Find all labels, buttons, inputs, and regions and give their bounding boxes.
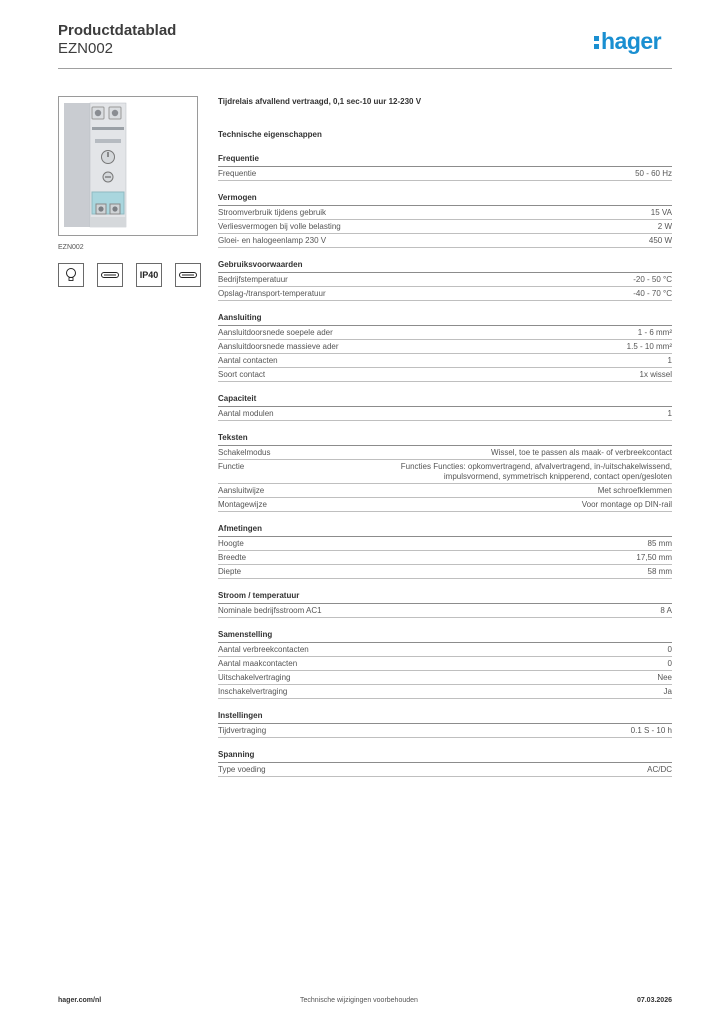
spec-sections xyxy=(218,153,672,777)
spec-value: Nee xyxy=(657,673,672,682)
spec-row xyxy=(218,326,672,340)
section-title: Aansluiting xyxy=(218,312,672,326)
spec-row xyxy=(218,604,672,618)
spec-row xyxy=(218,685,672,699)
spec-row xyxy=(218,368,672,382)
spec-value: 58 mm xyxy=(647,567,672,576)
spec-value: 0.1 S - 10 h xyxy=(630,726,672,735)
section-title: Spanning xyxy=(218,749,672,763)
spec-label: Aantal maakcontacten xyxy=(218,659,298,668)
product-photo-icon xyxy=(59,97,197,235)
spec-row xyxy=(218,206,672,220)
spec-value: 450 W xyxy=(648,236,672,245)
spec-value: 0 xyxy=(667,659,672,668)
spec-label: Tijdvertraging xyxy=(218,726,267,735)
logo-text: hager xyxy=(601,28,662,54)
spec-value: 1 xyxy=(667,409,672,418)
spec-value: AC/DC xyxy=(647,765,672,774)
spec-label: Aansluitdoorsnede soepele ader xyxy=(218,328,333,337)
spec-label: Inschakelvertraging xyxy=(218,687,288,696)
ip-rating-icon xyxy=(136,263,162,287)
spec-row xyxy=(218,484,672,498)
spec-value: Voor montage op DIN-rail xyxy=(581,500,672,509)
spec-row xyxy=(218,407,672,421)
page-header xyxy=(58,22,176,58)
spec-content xyxy=(218,95,672,777)
spec-value: Functies Functies: opkomvertragend, afvalvertragend, in-/uitschakelwissend, impulsvormend, symmetrisch knipperend, contact open/gesloten xyxy=(400,462,672,481)
spec-label: Functie xyxy=(218,462,245,471)
spec-label: Aansluitdoorsnede massieve ader xyxy=(218,342,339,351)
footer-website-link[interactable]: hager.com/nl xyxy=(58,997,102,1004)
spec-section xyxy=(218,523,672,579)
spec-label: Gloei- en halogeenlamp 230 V xyxy=(218,236,327,245)
spec-value: 1x wissel xyxy=(639,370,672,379)
spec-row xyxy=(218,354,672,368)
header-divider xyxy=(58,68,672,69)
section-title: Capaciteit xyxy=(218,393,672,407)
spec-row xyxy=(218,671,672,685)
spec-value: 85 mm xyxy=(647,539,672,548)
spec-row xyxy=(218,643,672,657)
section-title: Teksten xyxy=(218,432,672,446)
spec-label: Breedte xyxy=(218,553,247,562)
spec-label: Frequentie xyxy=(218,169,257,178)
spec-section xyxy=(218,259,672,301)
spec-value: Met schroefklemmen xyxy=(597,486,672,495)
page-title: Productdatablad xyxy=(58,22,177,39)
spec-section xyxy=(218,432,672,512)
spec-label: Hoogte xyxy=(218,539,244,548)
spec-value: -40 - 70 °C xyxy=(633,289,672,298)
spec-label: Bedrijfstemperatuur xyxy=(218,275,288,284)
spec-label: Montagewijze xyxy=(218,500,267,509)
footer-disclaimer: Technische wijzigingen voorbehouden xyxy=(300,997,418,1004)
spec-row xyxy=(218,234,672,248)
spec-value: 8 A xyxy=(660,606,672,615)
spec-label: Aantal contacten xyxy=(218,356,278,365)
spec-value: 1.5 - 10 mm² xyxy=(626,342,672,351)
spec-value: 0 xyxy=(667,645,672,654)
spec-row xyxy=(218,551,672,565)
spec-row xyxy=(218,287,672,301)
din-rail-icon xyxy=(97,263,123,287)
spec-label: Nominale bedrijfsstroom AC1 xyxy=(218,606,322,615)
spec-section xyxy=(218,590,672,618)
section-title: Gebruiksvoorwaarden xyxy=(218,259,672,273)
spec-label: Diepte xyxy=(218,567,242,576)
spec-row xyxy=(218,220,672,234)
section-title: Samenstelling xyxy=(218,629,672,643)
spec-label: Uitschakelvertraging xyxy=(218,673,291,682)
din-rail-mount-icon xyxy=(175,263,201,287)
spec-row xyxy=(218,763,672,777)
spec-label: Stroomverbruik tijdens gebruik xyxy=(218,208,327,217)
spec-label: Soort contact xyxy=(218,370,266,379)
spec-section xyxy=(218,192,672,248)
spec-row xyxy=(218,537,672,551)
product-code: EZN002 xyxy=(58,40,114,57)
spec-value: 17,50 mm xyxy=(636,553,672,562)
spec-value: Wissel, toe te passen als maak- of verbreekcontact xyxy=(491,448,672,457)
image-caption: EZN002 xyxy=(58,244,84,251)
spec-value: 2 W xyxy=(657,222,672,231)
spec-section xyxy=(218,710,672,738)
spec-row xyxy=(218,565,672,579)
section-title: Vermogen xyxy=(218,192,672,206)
logo-dots-icon xyxy=(594,36,600,50)
spec-label: Opslag-/transport-temperatuur xyxy=(218,289,326,298)
spec-label: Aantal verbreekcontacten xyxy=(218,645,309,654)
bulb-icon xyxy=(58,263,84,287)
spec-row xyxy=(218,460,672,484)
spec-row xyxy=(218,273,672,287)
spec-value: 50 - 60 Hz xyxy=(635,169,672,178)
spec-row xyxy=(218,340,672,354)
specs-heading: Technische eigenschappen xyxy=(218,130,322,139)
spec-section xyxy=(218,312,672,382)
spec-row xyxy=(218,498,672,512)
spec-row xyxy=(218,657,672,671)
spec-value: 15 VA xyxy=(650,208,672,217)
section-title: Instellingen xyxy=(218,710,672,724)
spec-section xyxy=(218,153,672,181)
spec-label: Aansluitwijze xyxy=(218,486,265,495)
spec-label: Schakelmodus xyxy=(218,448,271,457)
ip-rating-label: IP40 xyxy=(139,270,159,280)
spec-row xyxy=(218,167,672,181)
spec-value: Ja xyxy=(663,687,672,696)
spec-row xyxy=(218,724,672,738)
spec-row xyxy=(218,446,672,460)
spec-value: 1 - 6 mm² xyxy=(637,328,672,337)
spec-label: Type voeding xyxy=(218,765,266,774)
hager-logo xyxy=(594,26,661,56)
spec-section xyxy=(218,629,672,699)
section-title: Frequentie xyxy=(218,153,672,167)
spec-value: -20 - 50 °C xyxy=(633,275,672,284)
spec-section xyxy=(218,393,672,421)
spec-section xyxy=(218,749,672,777)
spec-value: 1 xyxy=(667,356,672,365)
spec-label: Verliesvermogen bij volle belasting xyxy=(218,222,341,231)
section-title: Stroom / temperatuur xyxy=(218,590,672,604)
feature-icons xyxy=(58,263,201,287)
product-title: Tijdrelais afvallend vertraagd, 0,1 sec-10 uur 12-230 V xyxy=(218,97,422,106)
spec-label: Aantal modulen xyxy=(218,409,274,418)
section-title: Afmetingen xyxy=(218,523,672,537)
product-image xyxy=(58,96,198,236)
footer-date: 07.03.2026 xyxy=(636,997,672,1004)
